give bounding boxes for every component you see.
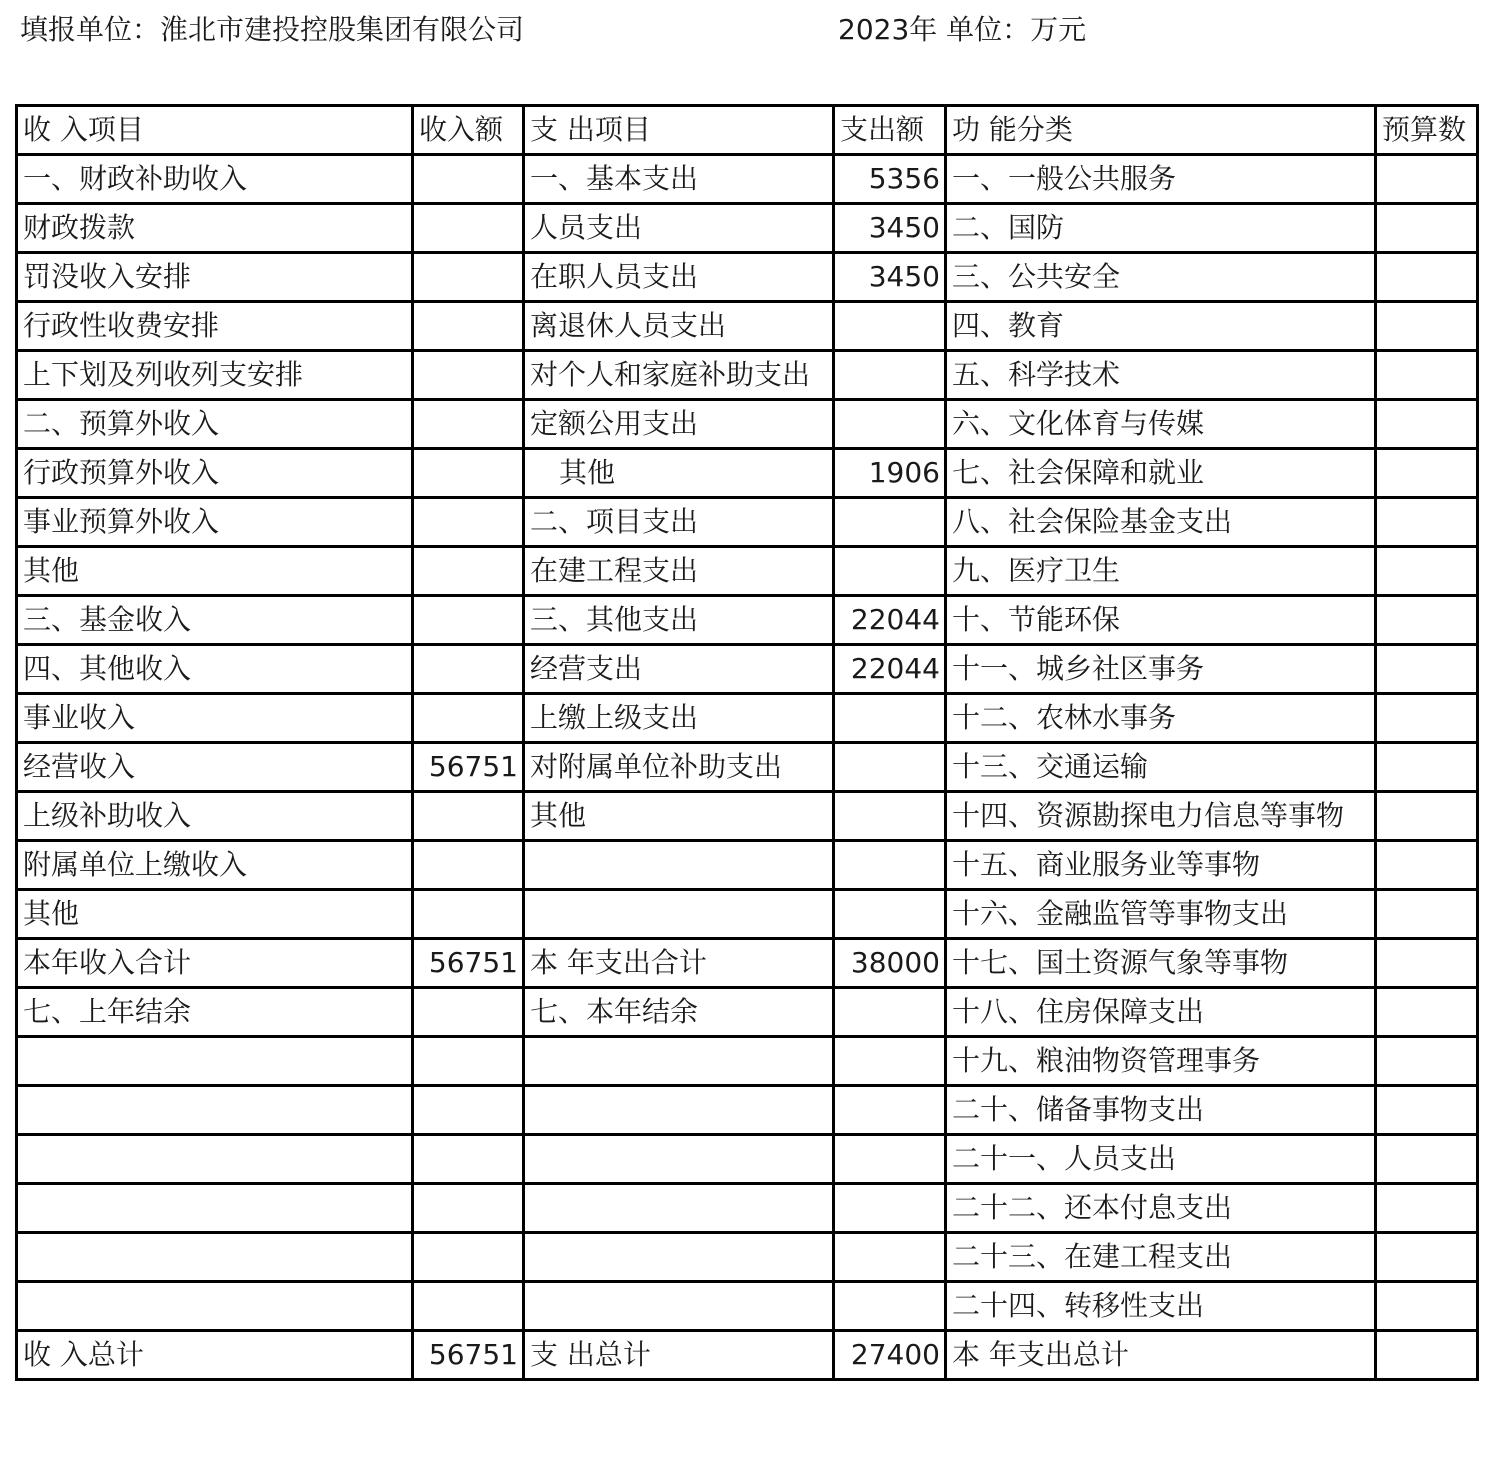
- header-function-category: 功 能分类: [946, 106, 1376, 155]
- expense-amount-cell: [834, 1037, 946, 1086]
- budget-amount-cell: [1376, 939, 1478, 988]
- income-item-cell: 附属单位上缴收入: [17, 841, 413, 890]
- income-amount-cell: [413, 253, 524, 302]
- table-row: [17, 1135, 1478, 1184]
- income-amount-cell: [413, 1037, 524, 1086]
- expense-item-cell: 对个人和家庭补助支出: [524, 351, 834, 400]
- expense-item-cell: 人员支出: [524, 204, 834, 253]
- income-item-cell: [17, 1037, 413, 1086]
- function-category-cell: 十六、金融监管等事物支出: [946, 890, 1376, 939]
- expense-amount-cell: 38000: [834, 939, 946, 988]
- table-row: [17, 204, 1478, 253]
- income-item-cell: 事业收入: [17, 694, 413, 743]
- function-category-cell: 八、社会保险基金支出: [946, 498, 1376, 547]
- table-header-row: [17, 106, 1478, 155]
- income-item-cell: 行政性收费安排: [17, 302, 413, 351]
- expense-item-cell: 离退休人员支出: [524, 302, 834, 351]
- budget-amount-cell: [1376, 449, 1478, 498]
- function-category-cell: 本 年支出总计: [946, 1331, 1376, 1380]
- income-item-cell: 行政预算外收入: [17, 449, 413, 498]
- budget-table-body: [17, 106, 1478, 1380]
- budget-amount-cell: [1376, 400, 1478, 449]
- table-row: [17, 988, 1478, 1037]
- expense-item-cell: [524, 1037, 834, 1086]
- expense-amount-cell: [834, 1184, 946, 1233]
- income-item-cell: 财政拨款: [17, 204, 413, 253]
- budget-amount-cell: [1376, 155, 1478, 204]
- header-income-item: 收 入项目: [17, 106, 413, 155]
- expense-item-cell: 支 出总计: [524, 1331, 834, 1380]
- income-amount-cell: 56751: [413, 743, 524, 792]
- budget-amount-cell: [1376, 1135, 1478, 1184]
- header-budget-amount: 预算数: [1376, 106, 1478, 155]
- budget-amount-cell: [1376, 645, 1478, 694]
- function-category-cell: 二、国防: [946, 204, 1376, 253]
- budget-amount-cell: [1376, 841, 1478, 890]
- income-amount-cell: [413, 351, 524, 400]
- income-amount-cell: [413, 1135, 524, 1184]
- budget-amount-cell: [1376, 1331, 1478, 1380]
- expense-item-cell: 其他: [524, 792, 834, 841]
- budget-amount-cell: [1376, 743, 1478, 792]
- income-amount-cell: [413, 694, 524, 743]
- table-row: [17, 449, 1478, 498]
- budget-amount-cell: [1376, 1282, 1478, 1331]
- expense-amount-cell: [834, 1135, 946, 1184]
- expense-amount-cell: [834, 547, 946, 596]
- income-item-cell: [17, 1135, 413, 1184]
- expense-item-cell: [524, 1184, 834, 1233]
- income-item-cell: 上下划及列收列支安排: [17, 351, 413, 400]
- income-amount-cell: [413, 1282, 524, 1331]
- budget-amount-cell: [1376, 1233, 1478, 1282]
- expense-amount-cell: 27400: [834, 1331, 946, 1380]
- budget-amount-cell: [1376, 1037, 1478, 1086]
- expense-amount-cell: 3450: [834, 253, 946, 302]
- expense-amount-cell: [834, 1233, 946, 1282]
- income-amount-cell: [413, 449, 524, 498]
- income-amount-cell: [413, 547, 524, 596]
- expense-amount-cell: [834, 1282, 946, 1331]
- budget-amount-cell: [1376, 547, 1478, 596]
- income-item-cell: 一、财政补助收入: [17, 155, 413, 204]
- table-row: [17, 890, 1478, 939]
- budget-amount-cell: [1376, 302, 1478, 351]
- income-amount-cell: [413, 988, 524, 1037]
- function-category-cell: 十五、商业服务业等事物: [946, 841, 1376, 890]
- budget-amount-cell: [1376, 253, 1478, 302]
- function-category-cell: 二十一、人员支出: [946, 1135, 1376, 1184]
- income-item-cell: 其他: [17, 547, 413, 596]
- table-row: [17, 743, 1478, 792]
- income-amount-cell: [413, 1184, 524, 1233]
- income-amount-cell: [413, 204, 524, 253]
- income-item-cell: 四、其他收入: [17, 645, 413, 694]
- function-category-cell: 十四、资源勘探电力信息等事物: [946, 792, 1376, 841]
- expense-item-cell: 定额公用支出: [524, 400, 834, 449]
- function-category-cell: 十一、城乡社区事务: [946, 645, 1376, 694]
- table-row: [17, 1184, 1478, 1233]
- income-item-cell: 二、预算外收入: [17, 400, 413, 449]
- function-category-cell: 十三、交通运输: [946, 743, 1376, 792]
- expense-item-cell: [524, 1233, 834, 1282]
- function-category-cell: 五、科学技术: [946, 351, 1376, 400]
- expense-item-cell: 一、基本支出: [524, 155, 834, 204]
- expense-item-cell: 在职人员支出: [524, 253, 834, 302]
- expense-amount-cell: 22044: [834, 596, 946, 645]
- expense-item-cell: [524, 1135, 834, 1184]
- income-item-cell: 经营收入: [17, 743, 413, 792]
- income-item-cell: 其他: [17, 890, 413, 939]
- expense-amount-cell: [834, 302, 946, 351]
- function-category-cell: 二十二、还本付息支出: [946, 1184, 1376, 1233]
- header-expense-item: 支 出项目: [524, 106, 834, 155]
- function-category-cell: 二十、储备事物支出: [946, 1086, 1376, 1135]
- expense-amount-cell: [834, 988, 946, 1037]
- function-category-cell: 三、公共安全: [946, 253, 1376, 302]
- income-amount-cell: [413, 890, 524, 939]
- year-and-unit: 2023年 单位：万元: [838, 13, 1087, 46]
- expense-item-cell: 二、项目支出: [524, 498, 834, 547]
- expense-amount-cell: [834, 890, 946, 939]
- budget-amount-cell: [1376, 890, 1478, 939]
- table-row: [17, 792, 1478, 841]
- expense-amount-cell: 5356: [834, 155, 946, 204]
- expense-item-cell: 本 年支出合计: [524, 939, 834, 988]
- expense-amount-cell: [834, 743, 946, 792]
- table-row: [17, 1037, 1478, 1086]
- income-amount-cell: [413, 841, 524, 890]
- budget-table: [15, 104, 1479, 1381]
- header-expense-amount: 支出额: [834, 106, 946, 155]
- function-category-cell: 六、文化体育与传媒: [946, 400, 1376, 449]
- expense-amount-cell: [834, 694, 946, 743]
- table-row: [17, 400, 1478, 449]
- header-income-amount: 收入额: [413, 106, 524, 155]
- income-amount-cell: 56751: [413, 939, 524, 988]
- budget-amount-cell: [1376, 596, 1478, 645]
- function-category-cell: 十七、国土资源气象等事物: [946, 939, 1376, 988]
- income-item-cell: [17, 1184, 413, 1233]
- table-row: [17, 1086, 1478, 1135]
- table-row: [17, 547, 1478, 596]
- budget-amount-cell: [1376, 694, 1478, 743]
- expense-amount-cell: [834, 351, 946, 400]
- expense-amount-cell: [834, 841, 946, 890]
- table-row: [17, 498, 1478, 547]
- table-row: [17, 645, 1478, 694]
- table-row: [17, 939, 1478, 988]
- function-category-cell: 十、节能环保: [946, 596, 1376, 645]
- expense-item-cell: 七、本年结余: [524, 988, 834, 1037]
- table-row: [17, 253, 1478, 302]
- function-category-cell: 二十四、转移性支出: [946, 1282, 1376, 1331]
- income-item-cell: 本年收入合计: [17, 939, 413, 988]
- expense-item-cell: 其他: [524, 449, 834, 498]
- function-category-cell: 七、社会保障和就业: [946, 449, 1376, 498]
- budget-amount-cell: [1376, 792, 1478, 841]
- function-category-cell: 四、教育: [946, 302, 1376, 351]
- expense-amount-cell: 1906: [834, 449, 946, 498]
- budget-amount-cell: [1376, 988, 1478, 1037]
- income-amount-cell: [413, 1086, 524, 1135]
- function-category-cell: 二十三、在建工程支出: [946, 1233, 1376, 1282]
- budget-amount-cell: [1376, 204, 1478, 253]
- income-amount-cell: [413, 400, 524, 449]
- table-row: [17, 596, 1478, 645]
- table-row: [17, 841, 1478, 890]
- income-item-cell: 事业预算外收入: [17, 498, 413, 547]
- reporting-unit: 填报单位：淮北市建投控股集团有限公司: [20, 13, 525, 46]
- table-row: [17, 1233, 1478, 1282]
- function-category-cell: 十二、农林水事务: [946, 694, 1376, 743]
- expense-amount-cell: [834, 1086, 946, 1135]
- budget-amount-cell: [1376, 1086, 1478, 1135]
- income-amount-cell: [413, 792, 524, 841]
- expense-amount-cell: [834, 792, 946, 841]
- income-amount-cell: [413, 302, 524, 351]
- table-row: [17, 351, 1478, 400]
- income-item-cell: [17, 1282, 413, 1331]
- expense-item-cell: [524, 1086, 834, 1135]
- income-item-cell: 三、基金收入: [17, 596, 413, 645]
- income-amount-cell: [413, 1233, 524, 1282]
- expense-amount-cell: 3450: [834, 204, 946, 253]
- expense-item-cell: 三、其他支出: [524, 596, 834, 645]
- expense-item-cell: 上缴上级支出: [524, 694, 834, 743]
- expense-amount-cell: 22044: [834, 645, 946, 694]
- budget-amount-cell: [1376, 351, 1478, 400]
- income-amount-cell: [413, 155, 524, 204]
- income-item-cell: 罚没收入安排: [17, 253, 413, 302]
- income-item-cell: [17, 1233, 413, 1282]
- expense-item-cell: [524, 841, 834, 890]
- income-amount-cell: [413, 645, 524, 694]
- report-header: [0, 10, 1492, 50]
- expense-item-cell: [524, 890, 834, 939]
- income-amount-cell: 56751: [413, 1331, 524, 1380]
- expense-amount-cell: [834, 498, 946, 547]
- budget-amount-cell: [1376, 498, 1478, 547]
- budget-amount-cell: [1376, 1184, 1478, 1233]
- function-category-cell: 一、一般公共服务: [946, 155, 1376, 204]
- income-item-cell: 上级补助收入: [17, 792, 413, 841]
- expense-item-cell: [524, 1282, 834, 1331]
- expense-item-cell: 在建工程支出: [524, 547, 834, 596]
- table-row: [17, 155, 1478, 204]
- function-category-cell: 九、医疗卫生: [946, 547, 1376, 596]
- expense-item-cell: 经营支出: [524, 645, 834, 694]
- table-row: [17, 1282, 1478, 1331]
- table-row: [17, 302, 1478, 351]
- income-amount-cell: [413, 498, 524, 547]
- expense-amount-cell: [834, 400, 946, 449]
- income-item-cell: 收 入总计: [17, 1331, 413, 1380]
- function-category-cell: 十九、粮油物资管理事务: [946, 1037, 1376, 1086]
- function-category-cell: 十八、住房保障支出: [946, 988, 1376, 1037]
- income-item-cell: [17, 1086, 413, 1135]
- income-item-cell: 七、上年结余: [17, 988, 413, 1037]
- expense-item-cell: 对附属单位补助支出: [524, 743, 834, 792]
- table-row: [17, 1331, 1478, 1380]
- income-amount-cell: [413, 596, 524, 645]
- table-row: [17, 694, 1478, 743]
